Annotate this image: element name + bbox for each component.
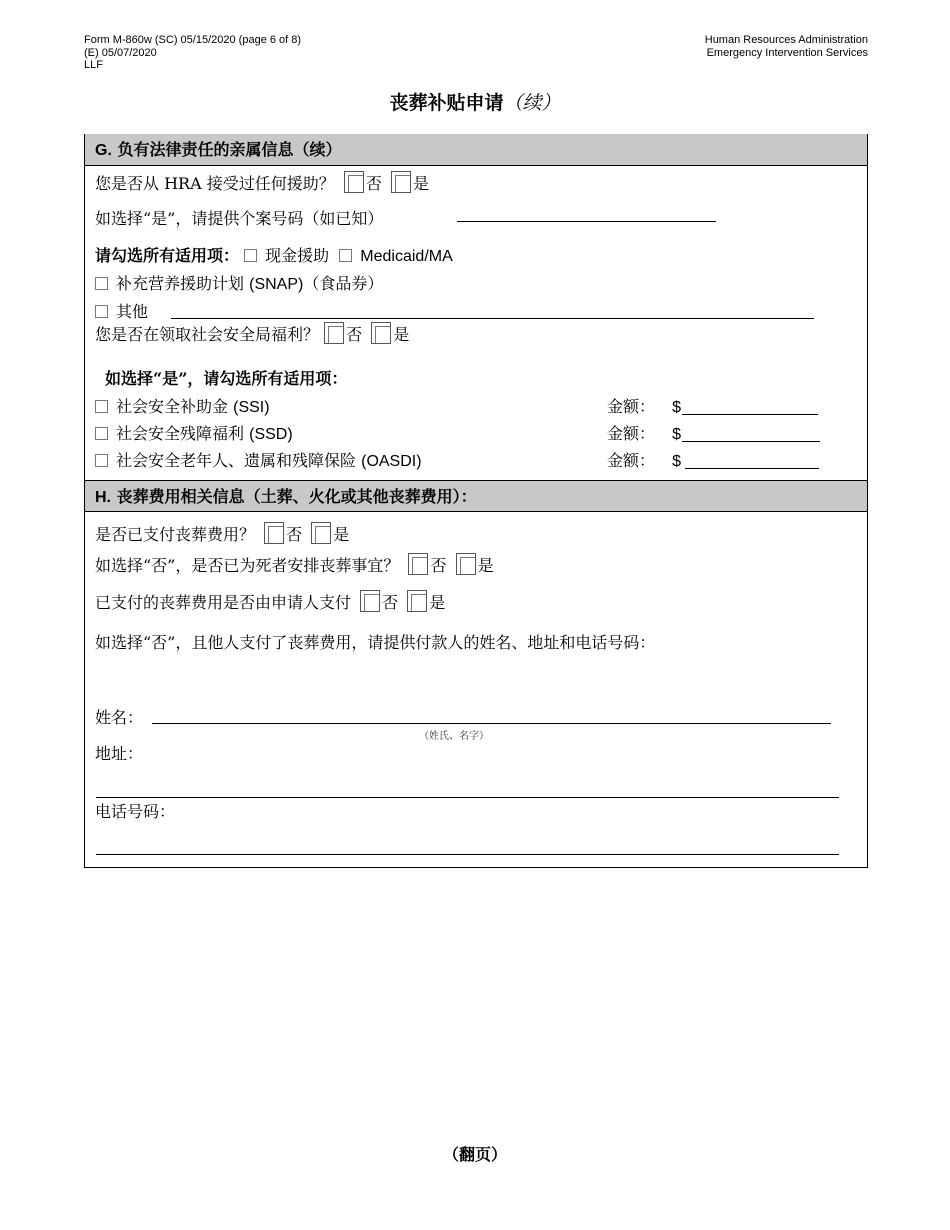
by-applicant-no-checkbox[interactable]	[360, 590, 380, 612]
ssi-amount-field[interactable]	[682, 414, 818, 415]
ssd-row	[95, 421, 293, 444]
arranged-question: 如选择“否”，是否已为死者安排丧葬事宜？	[95, 556, 400, 575]
snap-abbrev: (SNAP)	[249, 276, 304, 293]
ssa-no-label: 否	[346, 325, 363, 344]
snap-checkbox[interactable]	[95, 277, 108, 290]
cash-assistance-checkbox[interactable]	[244, 249, 257, 262]
paid-yes-checkbox[interactable]	[311, 522, 331, 544]
amount-label: 金额：	[607, 451, 656, 470]
arranged-yes-checkbox[interactable]	[456, 553, 476, 575]
oasdi-label: 社会安全老年人、遗属和残障保险	[116, 451, 357, 470]
other-label: 其他	[116, 302, 149, 321]
paid-yes-label: 是	[333, 525, 350, 544]
hra-no-label: 否	[365, 174, 382, 193]
ssa-question-row	[95, 322, 409, 345]
hra-no-checkbox[interactable]	[344, 171, 364, 193]
assistance-options-row	[95, 243, 453, 266]
arranged-question-row	[95, 553, 494, 576]
hra-yes-label: 是	[412, 174, 429, 193]
page-footer: （翻页）	[442, 1145, 507, 1164]
arranged-no-checkbox[interactable]	[408, 553, 428, 575]
ssd-amount-field[interactable]	[682, 441, 820, 442]
payer-name-label: 姓名：	[95, 708, 144, 727]
ssa-yes-label: 是	[393, 325, 410, 344]
hra-question-row	[95, 171, 429, 194]
section-g-letter: G.	[95, 141, 112, 159]
ssi-row	[95, 394, 270, 417]
dollar-sign: $	[672, 399, 682, 416]
payer-name-field[interactable]	[152, 723, 831, 724]
ssd-abbrev: (SSD)	[249, 426, 293, 443]
dollar-sign: $	[672, 426, 682, 443]
section-h-letter: H.	[95, 489, 111, 506]
arranged-yes-label: 是	[477, 556, 494, 575]
case-number-field[interactable]	[457, 221, 716, 222]
by-applicant-no-label: 否	[382, 593, 399, 612]
by-applicant-yes-label: 是	[429, 593, 446, 612]
ssd-label: 社会安全残障福利	[116, 424, 245, 443]
payer-phone-field[interactable]	[96, 854, 839, 855]
ssa-yes-checkbox[interactable]	[371, 322, 391, 344]
ssd-checkbox[interactable]	[95, 427, 108, 440]
oasdi-row	[95, 448, 422, 471]
cash-assistance-label: 现金援助	[265, 246, 330, 265]
ssi-abbrev: (SSI)	[233, 399, 270, 416]
payer-address-field[interactable]	[96, 797, 839, 798]
ssd-amount-label	[607, 421, 681, 444]
form-code: LLF	[84, 59, 103, 71]
form-id: Form M-860w (SC) 05/15/2020 (page 6 of 8)	[84, 34, 302, 46]
page-title	[0, 88, 950, 115]
amount-label: 金额：	[607, 424, 656, 443]
ssa-no-checkbox[interactable]	[324, 322, 344, 344]
paid-no-checkbox[interactable]	[264, 522, 284, 544]
ssi-amount-label	[607, 394, 681, 417]
other-checkbox[interactable]	[95, 305, 108, 318]
oasdi-abbrev: (OASDI)	[361, 453, 422, 470]
by-applicant-question-row	[95, 590, 445, 613]
snap-row	[95, 271, 383, 294]
section-g-header	[85, 134, 867, 166]
other-payer-instruction: 如选择“否”，且他人支付了丧葬费用，请提供付款人的姓名、地址和电话号码：	[95, 633, 656, 652]
by-applicant-question: 已支付的丧葬费用是否由申请人支付	[95, 593, 352, 612]
oasdi-checkbox[interactable]	[95, 454, 108, 467]
section-g-title: 负有法律责任的亲属信息（续）	[117, 139, 342, 159]
payer-address-label: 地址：	[95, 744, 144, 763]
section-h-header	[85, 480, 867, 512]
amount-label: 金额：	[607, 397, 656, 416]
by-applicant-yes-checkbox[interactable]	[407, 590, 427, 612]
ssa-question: 您是否在领取社会安全局福利？	[95, 325, 320, 344]
section-h-title: 丧葬费用相关信息（土葬、火化或其他丧葬费用）：	[116, 487, 477, 506]
medicaid-checkbox[interactable]	[339, 249, 352, 262]
case-number-row	[95, 206, 383, 229]
ssi-label: 社会安全补助金	[116, 397, 229, 416]
agency-name: Human Resources Administration	[704, 34, 868, 46]
other-field[interactable]	[171, 318, 814, 319]
title-suffix: （续）	[503, 92, 561, 114]
medicaid-label: Medicaid/MA	[360, 248, 453, 265]
if-yes-check-label: 如选择“是”，请勾选所有适用项：	[105, 369, 348, 388]
form-box	[84, 134, 868, 868]
snap-label: 补充营养援助计划	[116, 274, 245, 293]
form-header-left	[84, 34, 301, 72]
paid-question-row	[95, 522, 349, 545]
oasdi-amount-label	[607, 448, 681, 471]
dollar-sign: $	[672, 453, 682, 470]
name-hint: （姓氏、名字）	[419, 731, 489, 742]
other-row	[95, 299, 148, 322]
oasdi-amount-field[interactable]	[685, 468, 819, 469]
paid-question: 是否已支付丧葬费用？	[95, 525, 256, 544]
division-name: Emergency Intervention Services	[706, 46, 868, 59]
form-edition: (E) 05/07/2020	[84, 46, 157, 59]
case-number-label: 如选择“是”，请提供个案号码（如已知）	[95, 209, 384, 228]
snap-note: （食品券）	[303, 274, 384, 293]
ssi-checkbox[interactable]	[95, 400, 108, 413]
payer-phone-label: 电话号码：	[95, 802, 176, 821]
arranged-no-label: 否	[430, 556, 447, 575]
hra-question: 您是否从 HRA 接受过任何援助？	[95, 174, 335, 193]
check-all-label: 请勾选所有适用项：	[95, 246, 240, 265]
paid-no-label: 否	[286, 525, 303, 544]
hra-yes-checkbox[interactable]	[391, 171, 411, 193]
form-header-right	[705, 34, 868, 59]
title-main: 丧葬补贴申请	[389, 92, 504, 114]
